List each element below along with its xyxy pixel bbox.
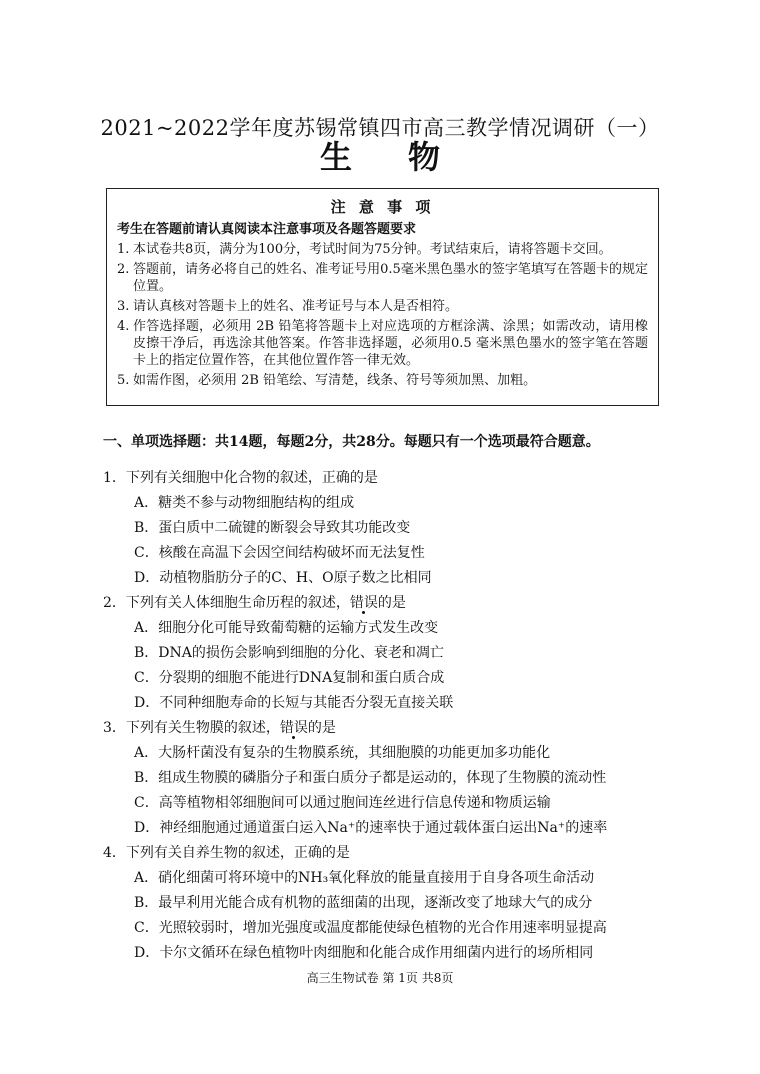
notice-item-number: 5. bbox=[117, 373, 130, 388]
option-b: B．DNA的损伤会影响到细胞的分化、衰老和凋亡 bbox=[134, 645, 444, 661]
option-a: A．硝化细菌可将环境中的NH₃氧化释放的能量直接用于自身各项生命活动 bbox=[134, 870, 595, 886]
notice-title: 注 意 事 项 bbox=[330, 198, 435, 216]
notice-item-text: 本试卷共8页，满分为100分，考试时间为75分钟。考试结束后，请将答题卡交回。 bbox=[133, 242, 612, 257]
question-2 bbox=[103, 591, 663, 716]
notice-item bbox=[117, 318, 648, 369]
stem-text: 2．下列有关人体细胞生命历程的叙述， bbox=[103, 595, 350, 611]
stem-text: 4．下列有关自养生物的叙述，正确的是 bbox=[103, 845, 350, 861]
notice-item-text: 如需作图，必须用 2B 铅笔绘、写清楚，线条、符号等须加黑、加粗。 bbox=[133, 373, 537, 388]
notice-item bbox=[117, 241, 648, 258]
question-stem bbox=[103, 716, 663, 741]
question-1 bbox=[103, 466, 663, 591]
question-3 bbox=[103, 716, 663, 841]
emphasis-text: 错误 bbox=[349, 595, 378, 611]
option-a: A．细胞分化可能导致葡萄糖的运输方式发生改变 bbox=[134, 620, 439, 636]
option-c: C．核酸在高温下会因空间结构破坏而无法复性 bbox=[134, 545, 425, 561]
notice-item-number: 3. bbox=[117, 299, 130, 314]
question-stem bbox=[103, 591, 663, 616]
notice-item bbox=[117, 261, 648, 295]
option-d: D．动植物脂肪分子的C、H、O原子数之比相同 bbox=[134, 570, 432, 586]
option-b: B．最早利用光能合成有机物的蓝细菌的出现，逐渐改变了地球大气的成分 bbox=[134, 895, 593, 911]
notice-item-number: 4. bbox=[117, 319, 130, 334]
stem-text: 1．下列有关细胞中化合物的叙述，正确的是 bbox=[103, 470, 378, 486]
notice-item-text: 作答选择题，必须用 2B 铅笔将答题卡上对应选项的方框涂满、涂黑；如需改动，请用橡皮擦干净后，再选涂其他答案。作答非选择题，必须用0.5 毫米黑色墨水的签字笔在答题卡上的指定位置作答，在其他位置作答一律无效。 bbox=[133, 319, 648, 368]
option-c: C．分裂期的细胞不能进行DNA复制和蛋白质合成 bbox=[134, 670, 445, 686]
notice-box bbox=[106, 188, 659, 406]
notice-item-text: 请认真核对答题卡上的姓名、准考证号与本人是否相符。 bbox=[133, 299, 459, 314]
stem-text: 3．下列有关生物膜的叙述， bbox=[103, 720, 280, 736]
option-b: B．蛋白质中二硫键的断裂会导致其功能改变 bbox=[134, 520, 411, 536]
option-d: D．卡尔文循环在绿色植物叶肉细胞和化能合成作用细菌内进行的场所相同 bbox=[134, 945, 594, 961]
option-d: D．神经细胞通过通道蛋白运入Na⁺的速率快于通过载体蛋白运出Na⁺的速率 bbox=[134, 820, 608, 836]
option-c: C．高等植物相邻细胞间可以通过胞间连丝进行信息传递和物质运输 bbox=[134, 795, 551, 811]
emphasis-text: 错误 bbox=[279, 720, 308, 736]
option-d: D．不同种细胞寿命的长短与其能否分裂无直接关联 bbox=[134, 695, 454, 711]
option-a: A．糖类不参与动物细胞结构的组成 bbox=[134, 495, 355, 511]
stem-text-end: 的是 bbox=[307, 720, 336, 736]
page-footer: 高三生物试卷 第 1页 共8页 bbox=[306, 971, 454, 985]
notice-item bbox=[117, 298, 648, 315]
option-a: A．大肠杆菌没有复杂的生物膜系统，其细胞膜的功能更加多功能化 bbox=[134, 745, 551, 761]
stem-text-end: 的是 bbox=[377, 595, 406, 611]
question-4 bbox=[103, 841, 663, 966]
notice-intro: 考生在答题前请认真阅读本注意事项及各题答题要求 bbox=[117, 222, 417, 237]
subject-title: 生物 bbox=[319, 138, 496, 176]
option-c: C．光照较弱时，增加光强度或温度都能使绿色植物的光合作用速率明显提高 bbox=[134, 920, 607, 936]
option-b: B．组成生物膜的磷脂分子和蛋白质分子都是运动的，体现了生物膜的流动性 bbox=[134, 770, 607, 786]
notice-item-text: 答题前，请务必将自己的姓名、准考证号用0.5毫米黑色墨水的签字笔填写在答题卡的规定位置。 bbox=[133, 262, 648, 294]
section-heading: 一、单项选择题：共14题，每题2分，共28分。每题只有一个选项最符合题意。 bbox=[103, 434, 600, 450]
notice-item-number: 2. bbox=[117, 262, 130, 277]
question-stem bbox=[103, 841, 663, 866]
exam-title: 2021~2022学年度苏锡常镇四市高三教学情况调研（一） bbox=[100, 116, 660, 140]
question-stem bbox=[103, 466, 663, 491]
notice-item bbox=[117, 372, 648, 389]
notice-item-number: 1. bbox=[117, 242, 130, 257]
question-list bbox=[103, 466, 663, 966]
